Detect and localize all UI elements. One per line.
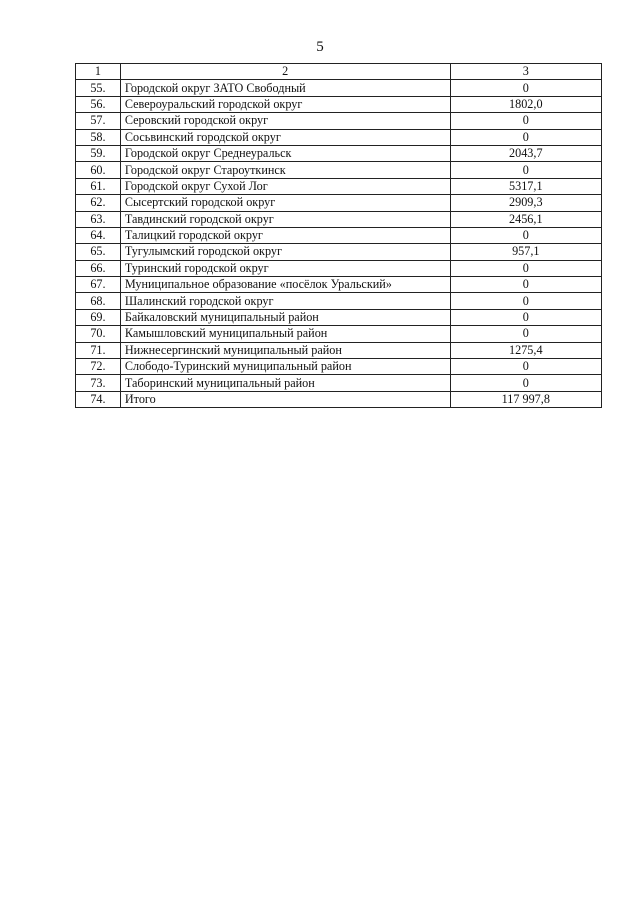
amount-cell: 0 <box>450 80 601 96</box>
row-number-cell: 66. <box>76 260 121 276</box>
row-number-cell: 59. <box>76 145 121 161</box>
municipality-name-cell: Итого <box>120 391 450 407</box>
row-number-cell: 72. <box>76 359 121 375</box>
amount-cell: 0 <box>450 260 601 276</box>
municipality-name-cell: Серовский городской округ <box>120 113 450 129</box>
municipality-name-cell: Городской округ Староуткинск <box>120 162 450 178</box>
table-row <box>76 162 602 178</box>
row-number-cell: 69. <box>76 309 121 325</box>
municipality-name-cell: Муниципальное образование «посёлок Уральский» <box>120 277 450 293</box>
row-number-cell: 65. <box>76 244 121 260</box>
row-number-cell: 67. <box>76 277 121 293</box>
municipality-name-cell: Городской округ Сухой Лог <box>120 178 450 194</box>
table-row <box>76 375 602 391</box>
amount-cell: 5317,1 <box>450 178 601 194</box>
municipality-name-cell: Североуральский городской округ <box>120 96 450 112</box>
row-number-cell: 57. <box>76 113 121 129</box>
table-row <box>76 227 602 243</box>
municipality-name-cell: Тавдинский городской округ <box>120 211 450 227</box>
municipality-name-cell: Сосьвинский городской округ <box>120 129 450 145</box>
municipality-name-cell: Байкаловский муниципальный район <box>120 309 450 325</box>
table-row <box>76 244 602 260</box>
row-number-cell: 58. <box>76 129 121 145</box>
municipality-name-cell: Городской округ Среднеуральск <box>120 145 450 161</box>
municipality-name-cell: Таборинский муниципальный район <box>120 375 450 391</box>
column-header-number: 1 <box>76 64 121 80</box>
row-number-cell: 68. <box>76 293 121 309</box>
municipality-name-cell: Тугулымский городской округ <box>120 244 450 260</box>
table-row <box>76 145 602 161</box>
table-row <box>76 113 602 129</box>
municipality-name-cell: Сысертский городской округ <box>120 195 450 211</box>
amount-cell: 0 <box>450 129 601 145</box>
municipality-name-cell: Городской округ ЗАТО Свободный <box>120 80 450 96</box>
amount-cell: 117 997,8 <box>450 391 601 407</box>
row-number-cell: 64. <box>76 227 121 243</box>
amount-cell: 0 <box>450 326 601 342</box>
municipality-name-cell: Камышловский муниципальный район <box>120 326 450 342</box>
row-number-cell: 74. <box>76 391 121 407</box>
row-number-cell: 71. <box>76 342 121 358</box>
amount-cell: 0 <box>450 359 601 375</box>
allocation-table <box>75 63 602 408</box>
amount-cell: 0 <box>450 277 601 293</box>
row-number-cell: 60. <box>76 162 121 178</box>
row-number-cell: 70. <box>76 326 121 342</box>
table-body <box>76 80 602 408</box>
amount-cell: 1802,0 <box>450 96 601 112</box>
amount-cell: 2456,1 <box>450 211 601 227</box>
municipality-name-cell: Туринский городской округ <box>120 260 450 276</box>
table-row <box>76 391 602 407</box>
amount-cell: 0 <box>450 113 601 129</box>
table-header-row <box>76 64 602 80</box>
table-row <box>76 211 602 227</box>
column-header-value: 3 <box>450 64 601 80</box>
amount-cell: 1275,4 <box>450 342 601 358</box>
table-row <box>76 277 602 293</box>
table-row <box>76 96 602 112</box>
municipality-name-cell: Нижнесергинский муниципальный район <box>120 342 450 358</box>
amount-cell: 2043,7 <box>450 145 601 161</box>
column-header-name: 2 <box>120 64 450 80</box>
table-row <box>76 342 602 358</box>
table-row <box>76 80 602 96</box>
row-number-cell: 61. <box>76 178 121 194</box>
municipality-name-cell: Шалинский городской округ <box>120 293 450 309</box>
row-number-cell: 62. <box>76 195 121 211</box>
amount-cell: 0 <box>450 309 601 325</box>
amount-cell: 0 <box>450 375 601 391</box>
amount-cell: 0 <box>450 162 601 178</box>
municipality-name-cell: Слободо-Туринский муниципальный район <box>120 359 450 375</box>
table-row <box>76 309 602 325</box>
page-number: 5 <box>316 39 324 55</box>
table-row <box>76 178 602 194</box>
row-number-cell: 73. <box>76 375 121 391</box>
municipality-name-cell: Талицкий городской округ <box>120 227 450 243</box>
table-row <box>76 326 602 342</box>
amount-cell: 0 <box>450 293 601 309</box>
table-row <box>76 129 602 145</box>
amount-cell: 0 <box>450 227 601 243</box>
table-row <box>76 260 602 276</box>
row-number-cell: 56. <box>76 96 121 112</box>
table-row <box>76 293 602 309</box>
row-number-cell: 55. <box>76 80 121 96</box>
row-number-cell: 63. <box>76 211 121 227</box>
table-row <box>76 195 602 211</box>
amount-cell: 957,1 <box>450 244 601 260</box>
table-row <box>76 359 602 375</box>
amount-cell: 2909,3 <box>450 195 601 211</box>
